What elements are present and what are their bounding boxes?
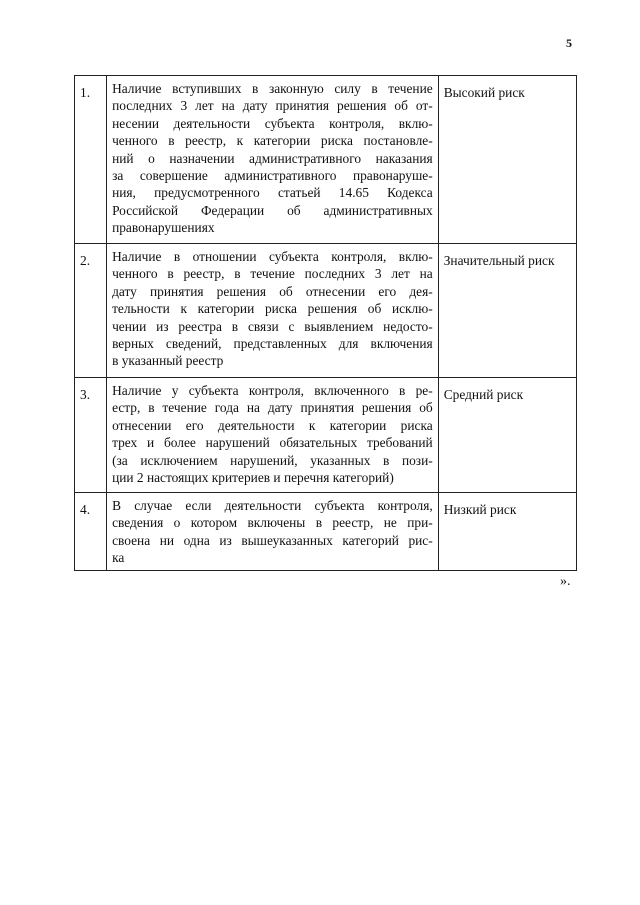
row-number: 3. [75,378,107,493]
risk-category: Значительный риск [438,244,576,378]
criterion-line: Российской Федерации об административных [112,202,433,218]
criterion-line: ции 2 настоящих критериев и перечня категорий) [112,470,394,486]
criterion-line: дату принятия решения об отнесении его дея- [112,283,433,299]
risk-criteria-table [74,75,577,571]
risk-category: Высокий риск [438,76,576,244]
criterion-line: тельности к категории риска решения об исклю- [112,301,433,317]
criterion-line: сведения о котором включены в реестр, не при- [112,515,433,531]
closing-quote-mark: ». [560,574,571,589]
criterion-line: за совершение административного правонаруше- [112,168,433,184]
criterion-line: несении деятельности субъекта контроля, вклю- [112,115,433,131]
table-row [75,76,577,244]
criterion-line: трех и более нарушений обязательных требований [112,435,433,451]
criterion-line: последних 3 лет на дату принятия решения об от- [112,98,433,114]
criterion-line: ченного в реестр, в течение последних 3 лет на [112,266,433,282]
row-number: 2. [75,244,107,378]
criterion-line: правонарушениях [112,220,215,236]
criterion-line: своена ни одна из вышеуказанных категорий рис- [112,532,433,548]
criterion-line: в указанный реестр [112,353,224,369]
criterion-text [107,378,439,493]
criterion-line: Наличие вступивших в законную силу в течение [112,81,433,96]
table-row [75,493,577,571]
risk-category: Низкий риск [438,493,576,571]
criterion-line: чении из реестра в связи с выявлением недосто- [112,318,433,334]
criterion-line: отнесении его деятельности к категории риска [112,417,433,433]
criterion-line: ния, предусмотренного статьей 14.65 Кодекса [112,185,433,201]
table-row [75,378,577,493]
criterion-line: Наличие у субъекта контроля, включенного в ре- [112,383,433,398]
criterion-text [107,493,439,571]
criterion-line: ка [112,550,125,566]
criterion-line: (за исключением нарушений, указанных в пози- [112,452,433,468]
risk-category: Средний риск [438,378,576,493]
criterion-line: естр, в течение года на дату принятия решения об [112,400,433,416]
criterion-line: Наличие в отношении субъекта контроля, вклю- [112,249,433,264]
criterion-line: ний о назначении административного наказания [112,150,433,166]
page-number: 5 [566,36,572,50]
criterion-line: верных сведений, представленных для включения [112,336,433,352]
criterion-line: В случае если деятельности субъекта контроля, [112,498,433,513]
criterion-text [107,76,439,244]
row-number: 4. [75,493,107,571]
row-number: 1. [75,76,107,244]
criterion-text [107,244,439,378]
table-row [75,244,577,378]
criterion-line: ченного в реестр, к категории риска постановле- [112,133,433,149]
